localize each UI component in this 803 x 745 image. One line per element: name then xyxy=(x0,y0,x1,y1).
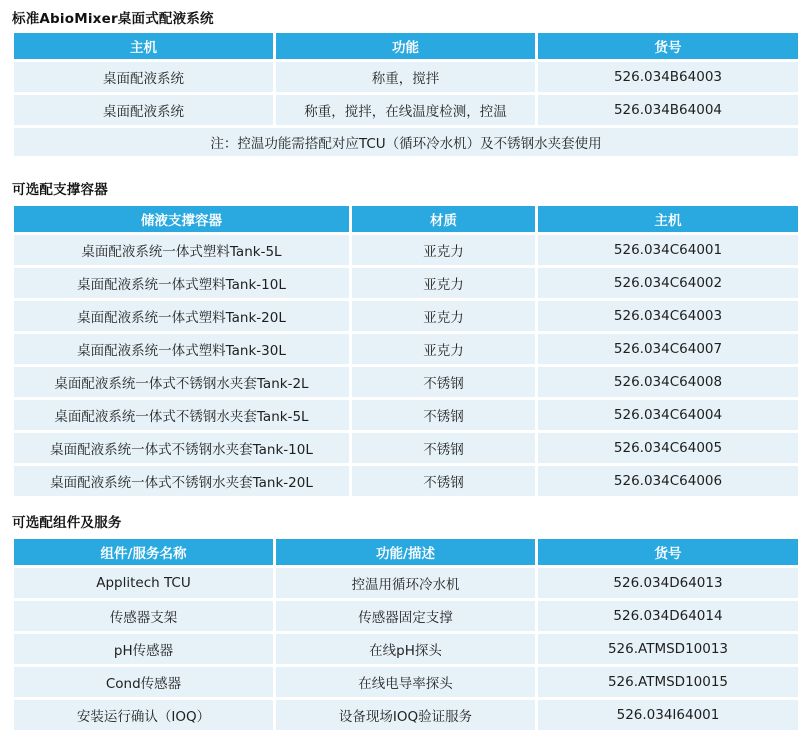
table-cell: 526.034B64004 xyxy=(538,95,798,125)
column-header: 储液支撑容器 xyxy=(14,206,349,232)
table-cell: 526.034C64002 xyxy=(538,268,798,298)
table-row xyxy=(14,667,798,697)
table-row xyxy=(14,268,798,298)
section-title-standard: 标准AbioMixer桌面式配液系统 xyxy=(12,11,214,27)
table-row xyxy=(14,235,798,265)
table-row xyxy=(14,367,798,397)
column-header: 功能/描述 xyxy=(276,539,535,565)
table-row xyxy=(14,601,798,631)
column-header: 货号 xyxy=(538,539,798,565)
table-cell: 安装运行确认（IOQ） xyxy=(14,700,273,730)
table-cell: 526.ATMSD10013 xyxy=(538,634,798,664)
note-cell: 注：控温功能需搭配对应TCU（循环冷水机）及不锈钢水夹套使用 xyxy=(14,128,798,156)
section-title-components: 可选配组件及服务 xyxy=(12,515,122,531)
table-cell: 526.ATMSD10015 xyxy=(538,667,798,697)
column-header: 主机 xyxy=(14,33,273,59)
table-cell: Cond传感器 xyxy=(14,667,273,697)
table-cell: 亚克力 xyxy=(352,268,535,298)
table-cell: 不锈钢 xyxy=(352,367,535,397)
table-cell: 526.034D64014 xyxy=(538,601,798,631)
table-cell: 称重，搅拌，在线温度检测，控温 xyxy=(276,95,535,125)
table-cell: 不锈钢 xyxy=(352,433,535,463)
table-header-row xyxy=(14,539,798,565)
table-cell: 传感器固定支撑 xyxy=(276,601,535,631)
table-cell: 526.034C64007 xyxy=(538,334,798,364)
note-row xyxy=(14,128,798,156)
table-cell: 桌面配液系统一体式不锈钢水夹套Tank-5L xyxy=(14,400,349,430)
table-cell: 526.034C64003 xyxy=(538,301,798,331)
table-cell: 526.034C64008 xyxy=(538,367,798,397)
table-cell: 526.034D64013 xyxy=(538,568,798,598)
table-cell: 526.034I64001 xyxy=(538,700,798,730)
section-title-containers: 可选配支撑容器 xyxy=(12,182,108,198)
table-cell: pH传感器 xyxy=(14,634,273,664)
table-cell: 不锈钢 xyxy=(352,466,535,496)
table-cell: 桌面配液系统一体式塑料Tank-20L xyxy=(14,301,349,331)
table-row xyxy=(14,634,798,664)
table-row xyxy=(14,568,798,598)
standard-system-table xyxy=(11,30,801,159)
table-cell: 在线电导率探头 xyxy=(276,667,535,697)
table-header-row xyxy=(14,33,798,59)
table-row xyxy=(14,400,798,430)
table-cell: 526.034C64006 xyxy=(538,466,798,496)
table-cell: 称重，搅拌 xyxy=(276,62,535,92)
column-header: 功能 xyxy=(276,33,535,59)
table-row xyxy=(14,700,798,730)
table-cell: 亚克力 xyxy=(352,235,535,265)
components-table xyxy=(11,536,801,733)
table-cell: 桌面配液系统一体式塑料Tank-30L xyxy=(14,334,349,364)
table-row xyxy=(14,301,798,331)
table-row xyxy=(14,62,798,92)
table-row xyxy=(14,95,798,125)
table-cell: 桌面配液系统 xyxy=(14,62,273,92)
table-cell: 不锈钢 xyxy=(352,400,535,430)
column-header: 主机 xyxy=(538,206,798,232)
table-header-row xyxy=(14,206,798,232)
table-row xyxy=(14,334,798,364)
table-cell: 桌面配液系统 xyxy=(14,95,273,125)
column-header: 材质 xyxy=(352,206,535,232)
table-cell: 526.034C64004 xyxy=(538,400,798,430)
table-cell: 526.034B64003 xyxy=(538,62,798,92)
column-header: 货号 xyxy=(538,33,798,59)
table-cell: 桌面配液系统一体式塑料Tank-5L xyxy=(14,235,349,265)
table-cell: Applitech TCU xyxy=(14,568,273,598)
table-cell: 亚克力 xyxy=(352,301,535,331)
table-cell: 设备现场IOQ验证服务 xyxy=(276,700,535,730)
table-cell: 在线pH探头 xyxy=(276,634,535,664)
table-cell: 526.034C64005 xyxy=(538,433,798,463)
table-cell: 桌面配液系统一体式塑料Tank-10L xyxy=(14,268,349,298)
table-row xyxy=(14,466,798,496)
table-cell: 桌面配液系统一体式不锈钢水夹套Tank-2L xyxy=(14,367,349,397)
table-cell: 亚克力 xyxy=(352,334,535,364)
table-cell: 控温用循环冷水机 xyxy=(276,568,535,598)
table-cell: 桌面配液系统一体式不锈钢水夹套Tank-10L xyxy=(14,433,349,463)
table-cell: 526.034C64001 xyxy=(538,235,798,265)
table-cell: 传感器支架 xyxy=(14,601,273,631)
table-cell: 桌面配液系统一体式不锈钢水夹套Tank-20L xyxy=(14,466,349,496)
container-table xyxy=(11,203,801,499)
column-header: 组件/服务名称 xyxy=(14,539,273,565)
table-row xyxy=(14,433,798,463)
